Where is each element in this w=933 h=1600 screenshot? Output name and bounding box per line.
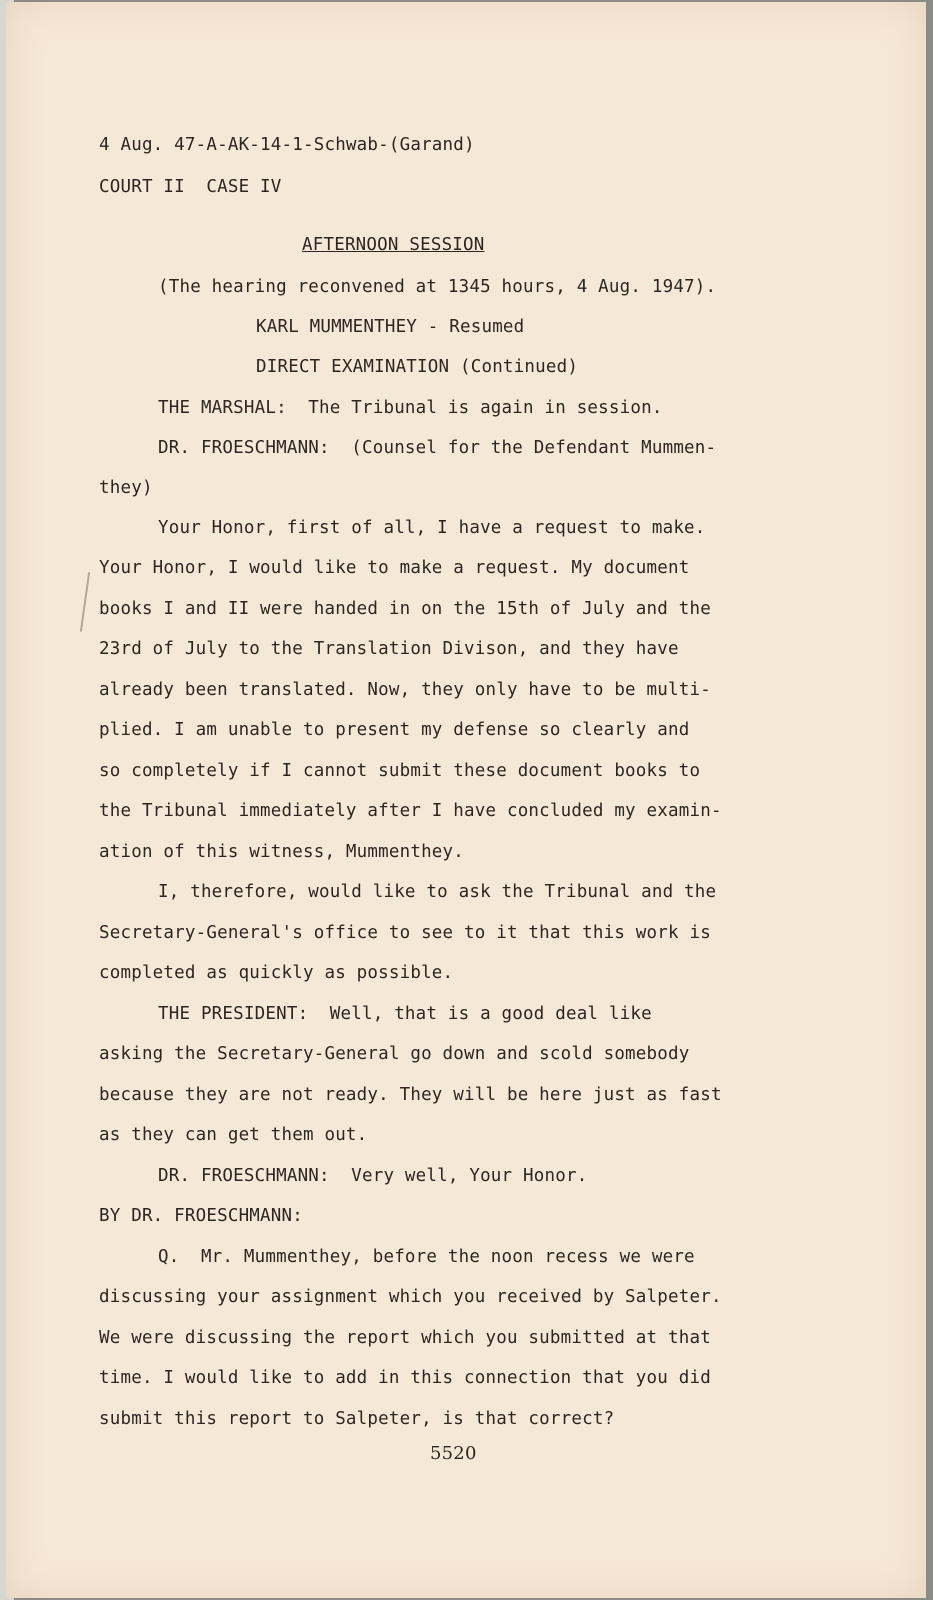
margin-mark xyxy=(80,572,90,632)
text-line: 23rd of July to the Translation Divison, and they have xyxy=(99,639,679,659)
text-line: because they are not ready. They will be here just as fast xyxy=(99,1085,722,1105)
text-line: Your Honor, first of all, I have a request to make. xyxy=(158,518,706,538)
text-line: discussing your assignment which you received by Salpeter. xyxy=(99,1287,722,1307)
text-line: We were discussing the report which you submitted at that xyxy=(99,1328,711,1348)
text-line: THE MARSHAL: The Tribunal is again in session. xyxy=(158,398,663,418)
text-line: submit this report to Salpeter, is that correct? xyxy=(99,1409,615,1429)
text-line: DR. FROESCHMANN: Very well, Your Honor. xyxy=(158,1166,588,1186)
text-line: completed as quickly as possible. xyxy=(99,963,454,983)
exam-line: DIRECT EXAMINATION (Continued) xyxy=(256,357,579,377)
witness-line: KARL MUMMENTHEY - Resumed xyxy=(256,317,525,337)
text-line: so completely if I cannot submit these document books to xyxy=(99,761,701,781)
session-title: AFTERNOON SESSION xyxy=(302,235,485,255)
text-line: DR. FROESCHMANN: (Counsel for the Defendant Mummen- xyxy=(158,438,717,458)
text-line: I, therefore, would like to ask the Tribunal and the xyxy=(158,882,717,902)
text-line: already been translated. Now, they only have to be multi- xyxy=(99,680,711,700)
text-line: books I and II were handed in on the 15th of July and the xyxy=(99,599,711,619)
text-line: THE PRESIDENT: Well, that is a good deal like xyxy=(158,1004,652,1024)
document-page xyxy=(6,2,926,1598)
header-line: 4 Aug. 47-A-AK-14-1-Schwab-(Garand) xyxy=(99,135,475,155)
text-line: as they can get them out. xyxy=(99,1125,368,1145)
reconvened-line: (The hearing reconvened at 1345 hours, 4 Aug. 1947). xyxy=(158,277,717,297)
text-line: the Tribunal immediately after I have concluded my examin- xyxy=(99,801,722,821)
text-line: Secretary-General's office to see to it that this work is xyxy=(99,923,711,943)
text-line: Q. Mr. Mummenthey, before the noon recess we were xyxy=(158,1247,695,1267)
text-line: they) xyxy=(99,478,153,498)
text-line: asking the Secretary-General go down and scold somebody xyxy=(99,1044,690,1064)
text-line: BY DR. FROESCHMANN: xyxy=(99,1206,303,1226)
court-line: COURT II CASE IV xyxy=(99,177,282,197)
text-line: plied. I am unable to present my defense so clearly and xyxy=(99,720,690,740)
text-line: time. I would like to add in this connection that you did xyxy=(99,1368,711,1388)
page-number: 5520 xyxy=(430,1443,477,1464)
text-line: ation of this witness, Mummenthey. xyxy=(99,842,465,862)
text-line: Your Honor, I would like to make a request. My document xyxy=(99,558,690,578)
